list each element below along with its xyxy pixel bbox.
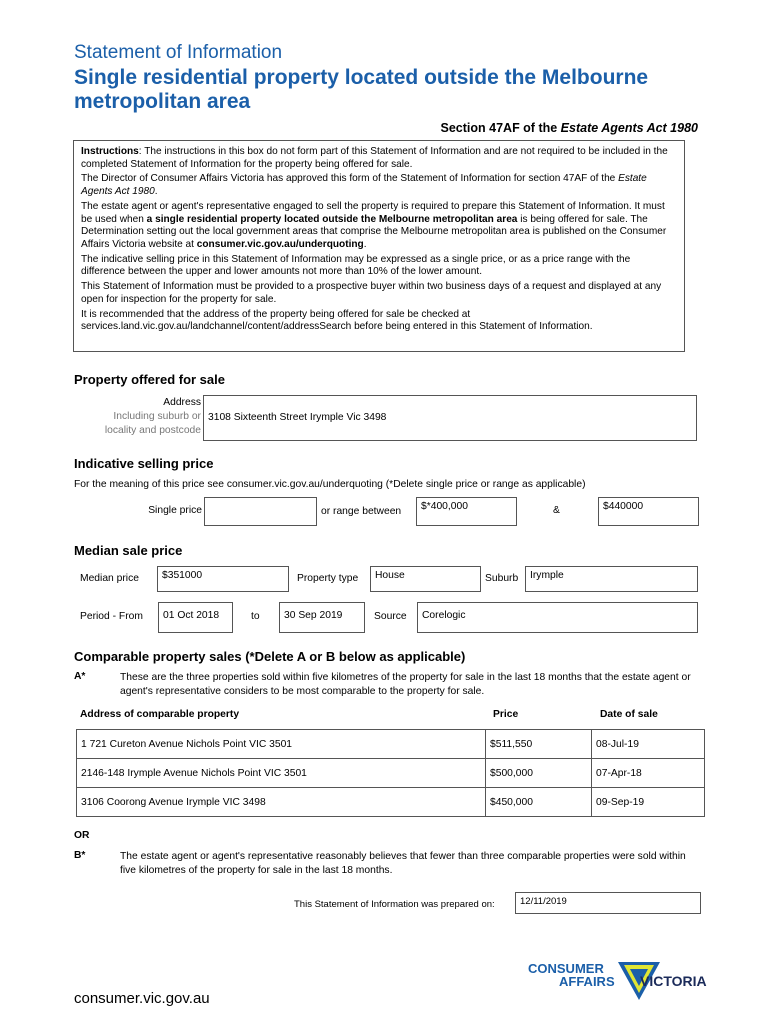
option-b-label: B* [74, 850, 86, 861]
comparable-date-cell[interactable]: 09-Sep-19 [592, 788, 705, 817]
column-price-header: Price [493, 709, 519, 720]
comparable-address-cell[interactable]: 3106 Coorong Avenue Irymple VIC 3498 [77, 788, 486, 817]
range-ampersand: & [553, 505, 560, 516]
median-heading: Median sale price [74, 543, 183, 558]
table-row [77, 759, 705, 788]
suburb-label: Suburb [485, 573, 519, 584]
period-to-field[interactable]: 30 Sep 2019 [279, 602, 365, 633]
footer-url: consumer.vic.gov.au [74, 990, 210, 1007]
comparable-price-cell[interactable]: $511,550 [486, 730, 592, 759]
single-price-label: Single price [148, 505, 202, 516]
section-reference: Section 47AF of the Estate Agents Act 1980 [440, 121, 698, 135]
single-price-field[interactable] [204, 497, 317, 526]
period-from-field[interactable]: 01 Oct 2018 [158, 602, 233, 633]
document-kicker: Statement of Information [74, 42, 283, 63]
instructions-box: Instructions: The instructions in this box do not form part of this Statement of Information and are not required to be included in the completed Statement of Information for the property being offered for sale. The Director of Consumer Affairs Victoria has approved this form of the Statement of Information for section 47AF of the Estate Agents Act 1980. The estate agent or agent's representative engaged to sell the property is required to prepare this Statement of Information. It must be used when a single residential property located outside the Melbourne metropolitan area is being offered for sale. The Determination setting out the local government areas that comprise the Melbourne metropolitan area is published on the Consumer Affairs Victoria website at consumer.vic.gov.au/underquoting. The indicative selling price in this Statement of Information may be expressed as a single price, or as a price range with the difference between the upper and lower amounts not more than 10% of the lower amount. This Statement of Information must be provided to a prospective buyer within two business days of a request and displayed at any open for inspection for the property for sale. It is recommended that the address of the property being offered for sale be checked at services.land.vic.gov.au/landchannel/content/addressSearch before being entered in this Statement of Information. [73, 140, 685, 352]
period-to-label: to [251, 611, 260, 622]
source-label: Source [374, 611, 407, 622]
logo-line-victoria: VICTORIA [640, 973, 707, 989]
address-field[interactable]: 3108 Sixteenth Street Irymple Vic 3498 [203, 395, 697, 441]
median-price-field[interactable]: $351000 [157, 566, 289, 592]
column-address-header: Address of comparable property [80, 709, 240, 720]
table-row [77, 788, 705, 817]
property-heading: Property offered for sale [74, 372, 225, 387]
comparable-heading: Comparable property sales (*Delete A or B below as applicable) [74, 649, 466, 664]
range-high-field[interactable]: $440000 [598, 497, 699, 526]
column-date-header: Date of sale [600, 709, 658, 720]
median-price-label: Median price [80, 573, 139, 584]
property-type-label: Property type [297, 573, 359, 584]
suburb-field[interactable]: Irymple [525, 566, 698, 592]
option-b-text: The estate agent or agent's representative reasonably believes that fewer than three comparable properties were sold within five kilometres of the property for sale in the last 18 months. [120, 851, 686, 876]
price-heading: Indicative selling price [74, 456, 214, 471]
logo-line-affairs: AFFAIRS [559, 974, 615, 989]
comparable-date-cell[interactable]: 08-Jul-19 [592, 730, 705, 759]
comparable-address-cell[interactable]: 2146-148 Irymple Avenue Nichols Point VIC 3501 [77, 759, 486, 788]
property-type-field[interactable]: House [370, 566, 481, 592]
comparable-date-cell[interactable]: 07-Apr-18 [592, 759, 705, 788]
comparable-address-cell[interactable]: 1 721 Cureton Avenue Nichols Point VIC 3501 [77, 730, 486, 759]
comparable-sales-table [76, 729, 705, 817]
logo-line-consumer: CONSUMER [528, 961, 604, 976]
address-label: Address Including suburb or locality and postcode [104, 397, 201, 436]
range-low-field[interactable]: $*400,000 [416, 497, 517, 526]
option-a-label: A* [74, 671, 86, 682]
period-from-label: Period - From [80, 611, 143, 622]
price-note: For the meaning of this price see consumer.vic.gov.au/underquoting (*Delete single price or range as applicable) [74, 479, 586, 490]
option-a-text: These are the three properties sold within five kilometres of the property for sale in the last 18 months that the estate agent or agent's representative considers to be most comparable to the property for sale. [120, 672, 691, 697]
source-field[interactable]: Corelogic [417, 602, 698, 633]
table-row [77, 730, 705, 759]
prepared-label: This Statement of Information was prepared on: [294, 899, 495, 910]
consumer-affairs-victoria-logo [528, 958, 707, 1008]
prepared-date-field[interactable]: 12/11/2019 [515, 892, 701, 914]
comparable-price-cell[interactable]: $500,000 [486, 759, 592, 788]
document-title: Single residential property located outside the Melbourne metropolitan area [74, 66, 649, 113]
range-label: or range between [321, 506, 402, 517]
comparable-price-cell[interactable]: $450,000 [486, 788, 592, 817]
or-label: OR [74, 830, 90, 841]
